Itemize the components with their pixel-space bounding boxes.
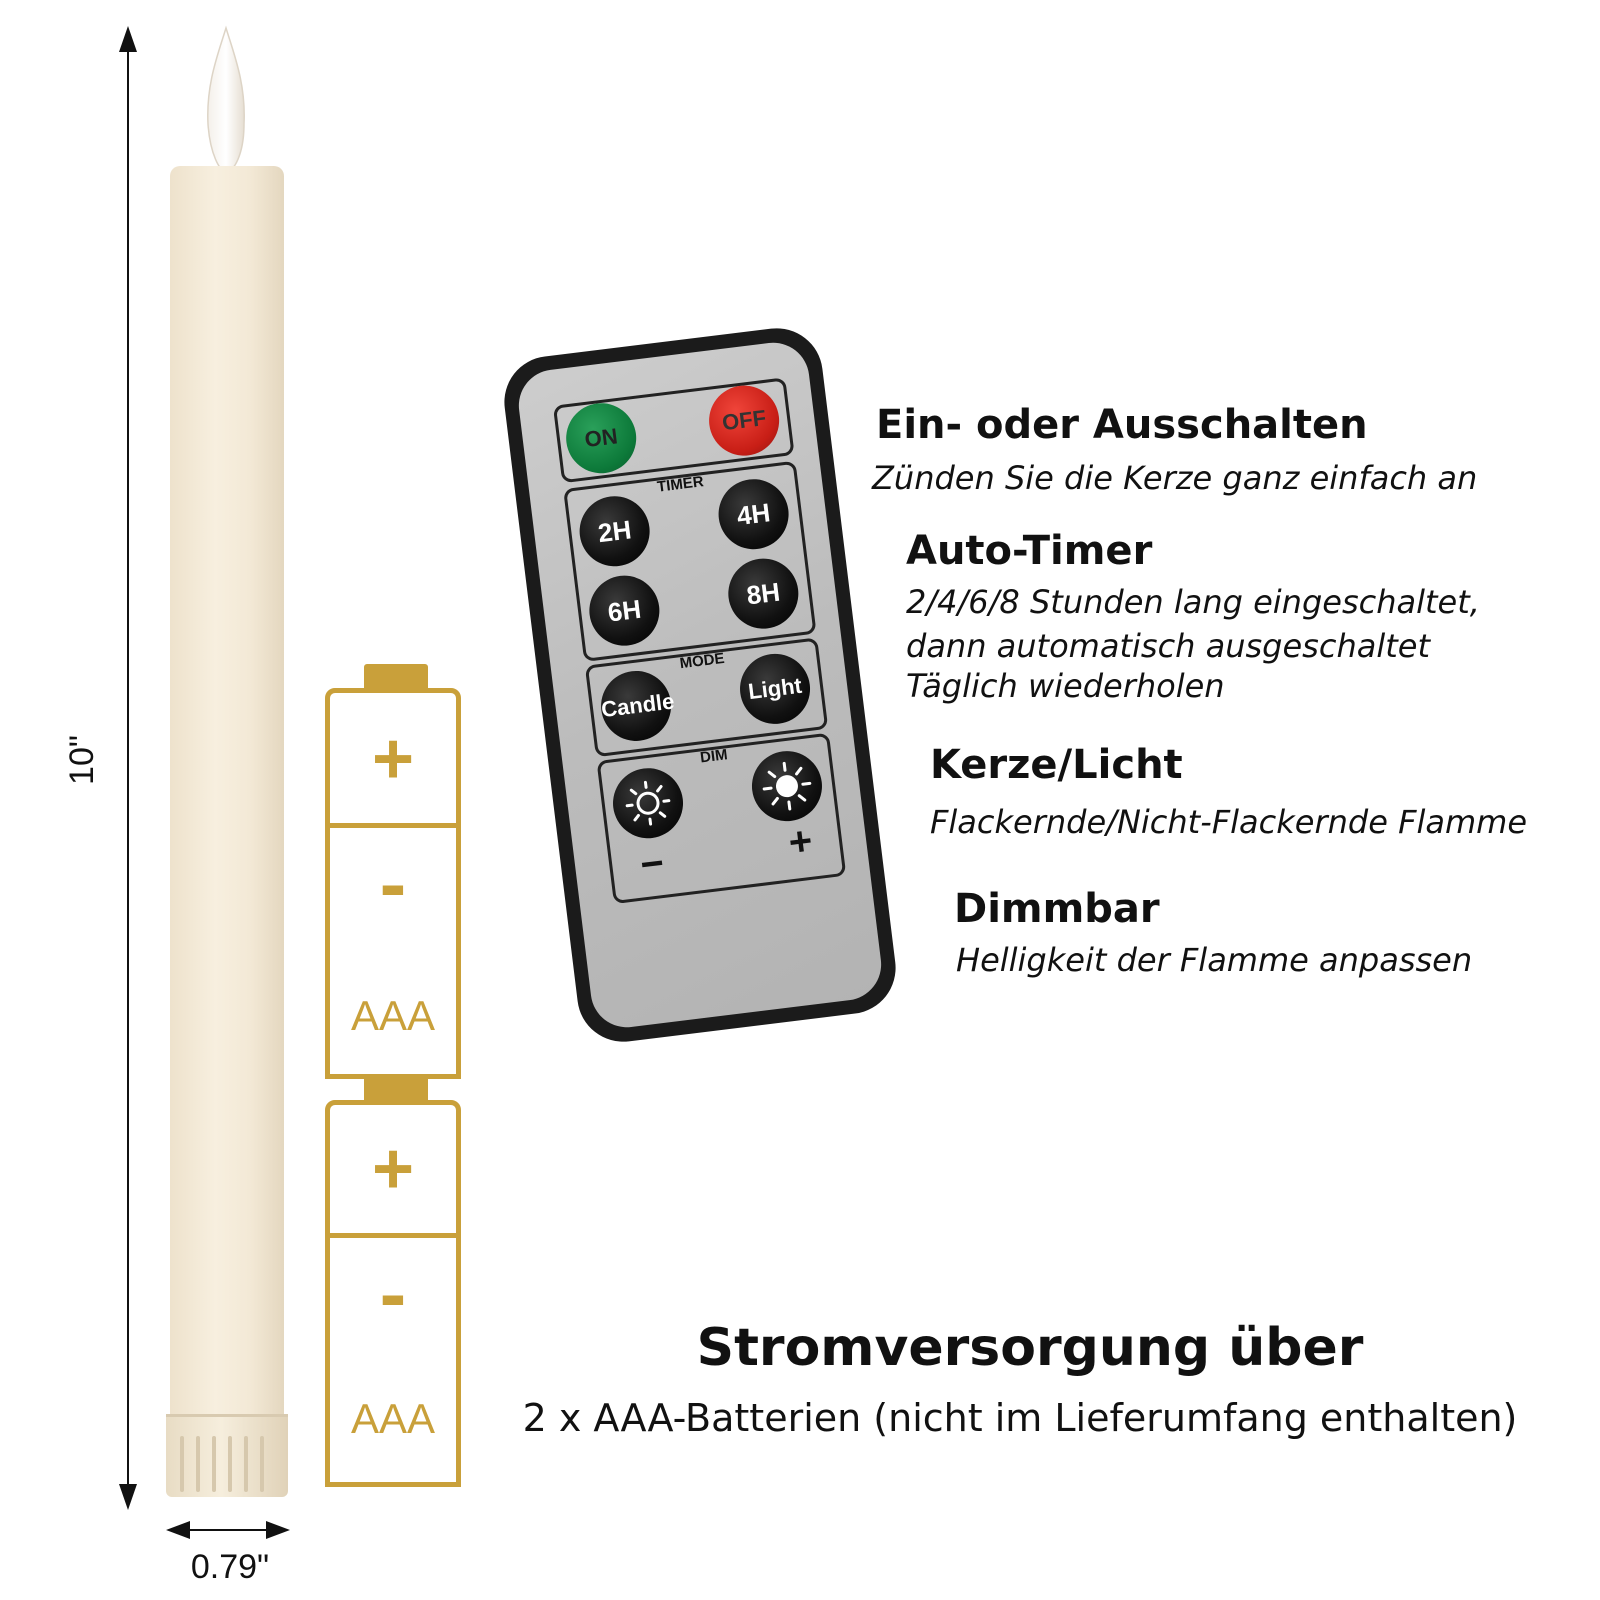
width-label: 0.79": [190, 1548, 270, 1586]
flame-icon: [198, 24, 254, 174]
light-mode-button[interactable]: Light: [736, 650, 814, 728]
dim-plus-sign: +: [786, 818, 815, 866]
timer-2h-button[interactable]: 2H: [576, 492, 654, 570]
dim-down-button[interactable]: [609, 764, 687, 842]
off-button[interactable]: OFF: [705, 382, 783, 460]
dim-label: DIM: [699, 746, 729, 767]
candle-ridge: [260, 1436, 264, 1492]
battery-divider: [325, 823, 461, 828]
mode-label: MODE: [678, 649, 726, 673]
feature-description: Zünden Sie die Kerze ganz einfach an: [872, 459, 1478, 497]
feature-title: Dimmbar: [954, 886, 1160, 932]
sun-dim-icon: [609, 764, 687, 842]
feature-description: Täglich wiederholen: [906, 667, 1225, 705]
candle-mode-button[interactable]: Candle: [597, 667, 675, 745]
candle-base: [166, 1414, 288, 1497]
candle-ridge: [180, 1436, 184, 1492]
arrow-down-icon: [119, 1484, 137, 1510]
dim-panel: [597, 733, 847, 904]
timer-6h-button[interactable]: 6H: [585, 572, 663, 650]
feature-description: dann automatisch ausgeschaltet: [906, 627, 1430, 665]
battery-terminal: [364, 1076, 428, 1102]
sun-bright-icon: [748, 747, 826, 825]
candle-ridge: [196, 1436, 200, 1492]
battery-plus-sign: +: [371, 1129, 415, 1209]
battery-terminal: [364, 664, 428, 690]
battery-minus-sign: -: [379, 1249, 407, 1338]
timer-8h-button[interactable]: 8H: [724, 555, 802, 633]
battery-type-label: AAA: [350, 992, 436, 1039]
feature-description: Helligkeit der Flamme anpassen: [956, 941, 1473, 979]
power-description: 2 x AAA-Batterien (nicht im Lieferumfang enthalten): [522, 1396, 1518, 1440]
on-button[interactable]: ON: [562, 399, 640, 477]
arrow-right-icon: [266, 1521, 290, 1539]
height-dimension-line: [127, 40, 129, 1504]
candle-ridge: [212, 1436, 216, 1492]
timer-4h-button[interactable]: 4H: [715, 475, 793, 553]
width-dimension-line: [180, 1529, 280, 1531]
feature-title: Kerze/Licht: [930, 742, 1183, 788]
candle-ridge: [228, 1436, 232, 1492]
feature-title: Auto-Timer: [906, 528, 1153, 574]
feature-title: Ein- oder Ausschalten: [876, 402, 1368, 448]
timer-panel: [563, 461, 816, 662]
candle-body: [170, 166, 284, 1414]
power-title: Stromversorgung über: [696, 1318, 1364, 1378]
battery-type-label: AAA: [350, 1395, 436, 1442]
battery-minus-sign: -: [379, 839, 407, 928]
timer-label: TIMER: [656, 473, 705, 496]
dim-minus-sign: −: [637, 840, 667, 888]
height-label: 10": [63, 735, 101, 785]
feature-description: 2/4/6/8 Stunden lang eingeschaltet,: [906, 583, 1480, 621]
remote-face: [515, 339, 886, 1032]
battery-plus-sign: +: [371, 719, 415, 799]
candle-ridge: [244, 1436, 248, 1492]
feature-description: Flackernde/Nicht-Flackernde Flamme: [930, 803, 1527, 841]
remote-control: [499, 323, 901, 1047]
dim-up-button[interactable]: [748, 747, 826, 825]
battery-divider: [325, 1233, 461, 1238]
